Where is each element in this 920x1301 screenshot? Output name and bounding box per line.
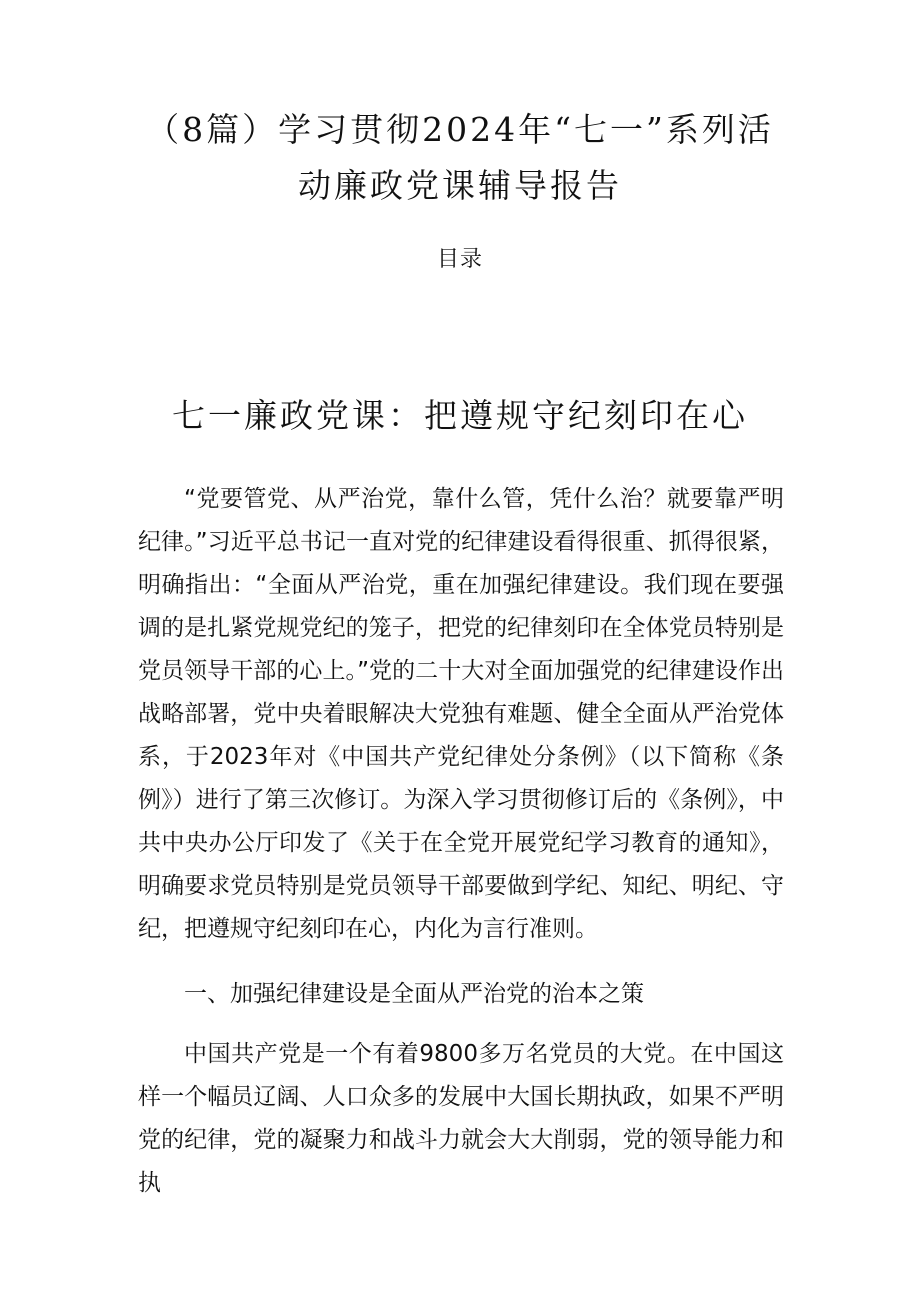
subheading-1: 一、加强纪律建设是全面从严治党的治本之策: [184, 981, 644, 1007]
body-paragraph-2: 中国共产党是一个有着9800多万名党员的大党。在中国这样一个幅员辽阔、人口众多的发展中大国长期执政，如果不严明党的纪律，党的凝聚力和战斗力就会大大削弱，党的领导能力和执: [138, 1041, 784, 1196]
document-title-line-1: （8篇）学习贯彻2024年“七一”系列活: [146, 110, 774, 149]
toc-heading: 目录: [436, 247, 483, 272]
body-paragraph-1: “党要管党、从严治党，靠什么管，凭什么治？就要靠严明纪律。”习近平总书记一直对党的纪律建设看得很重、抓得很紧，明确指出：“全面从严治党，重在加强纪律建设。我们现在要强调的是扎紧党规党纪的笼子，把党的纪律刻印在全体党员特别是党员领导干部的心上。”党的二十大对全面加强党的纪律建设作出战略部署，党中央着眼解决大党独有难题、健全全面从严治党体系，于2023年对《中国共产党纪律处分条例》（以下简称《条例》）进行了第三次修订。为深入学习贯彻修订后的《条例》，中共中央办公厅印发了《关于在全党开展党纪学习教育的通知》，明确要求党员特别是党员领导干部要做到学纪、知纪、明纪、守纪，把遵规守纪刻印在心，内化为言行准则。: [138, 486, 784, 942]
document-title-line-2: 动廉政党课辅导报告: [298, 166, 622, 205]
section-title: 七一廉政党课：把遵规守纪刻印在心: [172, 396, 748, 435]
